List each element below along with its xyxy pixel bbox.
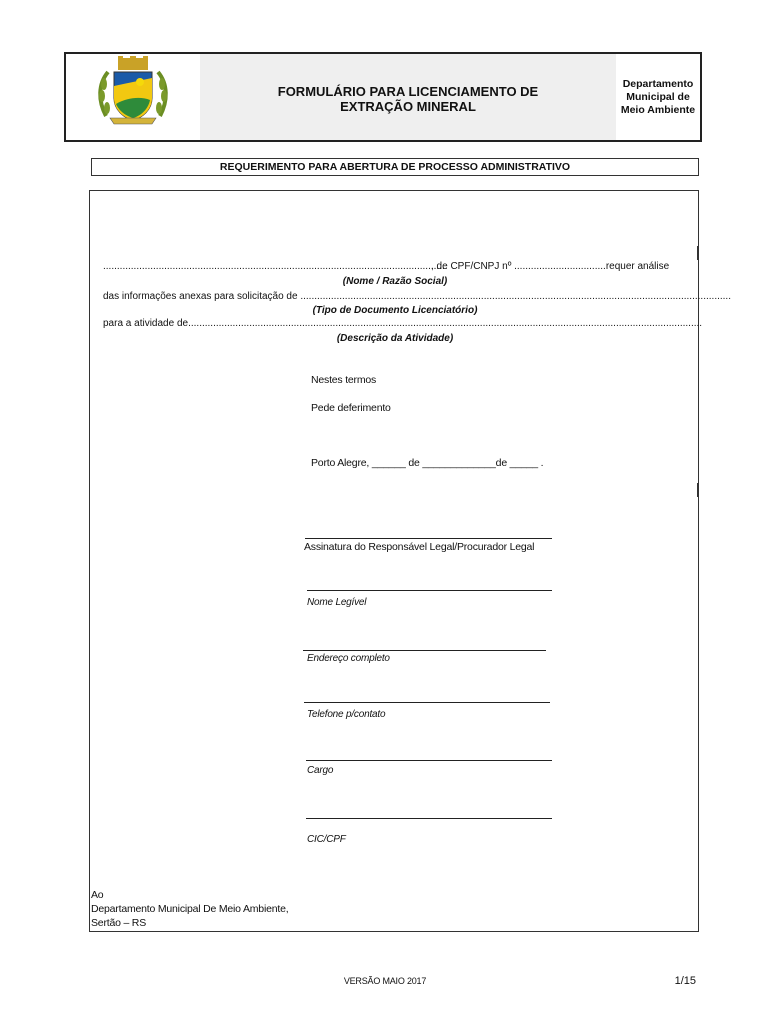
name-fill-dots: ............................................................................................................................: [103, 261, 448, 272]
caption-activity: (Descrição da Atividade): [336, 333, 454, 344]
municipal-coat-of-arms-logo: [96, 56, 170, 126]
form-title: [200, 84, 616, 114]
addressee-line3: Sertão – RS: [91, 917, 146, 929]
phone-line[interactable]: [304, 702, 550, 703]
address-label: Endereço completo: [307, 653, 390, 664]
request-title: REQUERIMENTO PARA ABERTURA DE PROCESSO ADMINISTRATIVO: [91, 158, 699, 176]
activity-line[interactable]: [103, 318, 703, 329]
cpf-line[interactable]: [306, 818, 552, 819]
place-date-line[interactable]: Porto Alegre, ______ de _____________de _____ .: [311, 457, 544, 469]
activity-dots: .........................................................................................................................................................................................: [188, 318, 703, 329]
title-cell: [200, 54, 616, 140]
addressee-line2: Departamento Municipal De Meio Ambiente,: [91, 903, 289, 915]
department-line1: Departamento: [622, 78, 694, 90]
document-type-line[interactable]: [103, 291, 731, 302]
cpf-fill-dots: .................................: [514, 261, 606, 272]
page-number: 1/15: [674, 975, 696, 987]
margin-tick: [89, 483, 90, 497]
document-header: [64, 52, 702, 142]
department-line2: Municipal de: [626, 91, 690, 103]
form-title-line2: EXTRAÇÃO MINERAL: [340, 99, 476, 114]
cic-cpf-label: CIC/CPF: [307, 834, 346, 845]
department-name: [616, 78, 700, 117]
caption-name: (Nome / Razão Social): [342, 276, 448, 287]
department-cell: [616, 54, 700, 140]
applicant-line[interactable]: [103, 261, 685, 272]
address-line[interactable]: [303, 650, 546, 651]
document-type-dots: ...........................................................................................................................................................: [300, 291, 731, 302]
caption-document-type: (Tipo de Documento Licenciatório): [312, 305, 478, 316]
signature-label: Assinatura do Responsável Legal/Procurador Legal: [304, 541, 535, 553]
document-type-prefix: das informações anexas para solicitação de: [103, 291, 301, 302]
name-line[interactable]: [307, 590, 552, 591]
deferment-text: Pede deferimento: [311, 402, 391, 414]
role-label: Cargo: [307, 765, 334, 776]
margin-tick: [89, 246, 90, 260]
department-line3: Meio Ambiente: [620, 104, 696, 116]
phone-label: Telefone p/contato: [307, 709, 386, 720]
activity-prefix: para a atividade de: [103, 318, 189, 329]
version-label: VERSÃO MAIO 2017: [343, 976, 427, 986]
margin-tick: [697, 483, 698, 497]
margin-tick: [697, 246, 698, 260]
request-analysis-text: requer análise: [605, 261, 670, 272]
signature-line[interactable]: [305, 538, 552, 539]
addressee-line1: Ao: [91, 889, 104, 901]
terms-text: Nestes termos: [311, 374, 377, 386]
form-title-line1: FORMULÁRIO PARA LICENCIAMENTO DE: [277, 84, 539, 99]
name-label: Nome Legível: [307, 597, 367, 608]
logo-cell: [66, 54, 200, 140]
cpf-label: , de CPF/CNPJ nº: [431, 261, 515, 272]
addressee-block: [91, 888, 288, 930]
role-line[interactable]: [306, 760, 552, 761]
